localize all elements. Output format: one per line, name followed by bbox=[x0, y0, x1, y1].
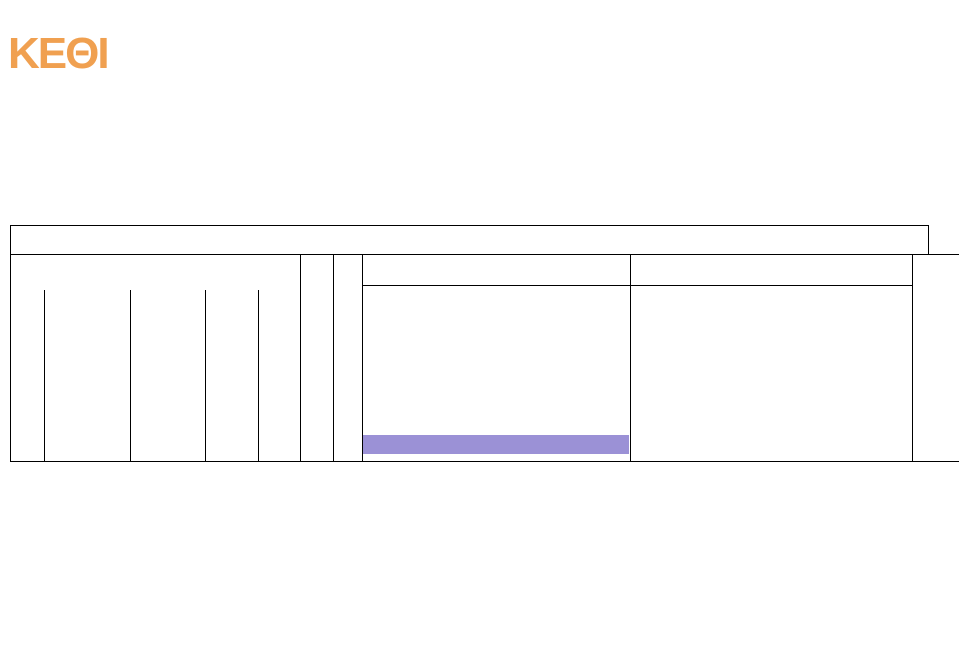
right-header bbox=[678, 102, 684, 111]
left-header bbox=[24, 102, 44, 119]
keth-logo bbox=[8, 26, 133, 83]
diarkeia-line bbox=[24, 106, 44, 119]
logo-lettering: ΚΕΘΙ bbox=[8, 29, 108, 78]
criteria-numbers-band bbox=[363, 435, 629, 454]
